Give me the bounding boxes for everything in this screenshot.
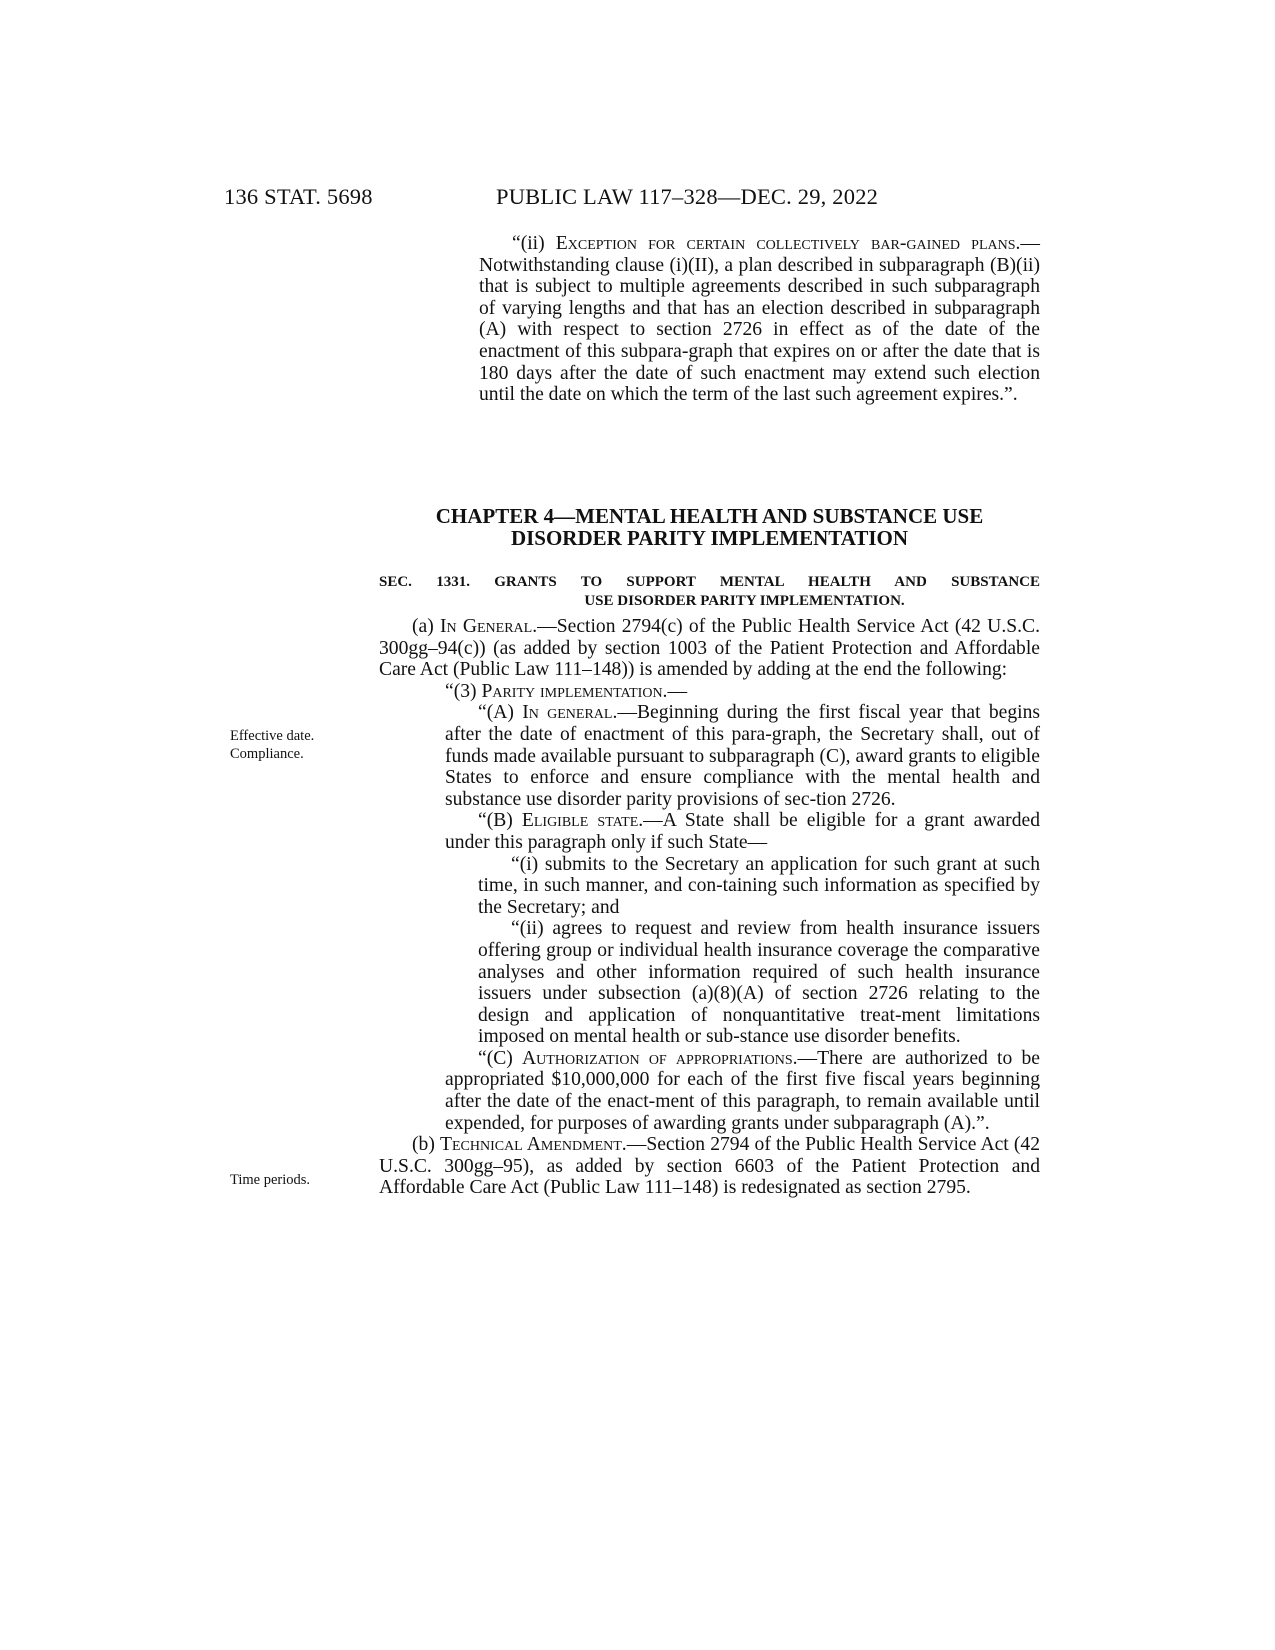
sub-a-heading: In general. (522, 702, 618, 724)
para-b-technical-amendment (379, 1134, 1040, 1199)
para-a-lead: (a) (412, 616, 440, 637)
sub-c-authorization (445, 1048, 1040, 1134)
chapter-heading-line2: DISORDER PARITY IMPLEMENTATION (510, 526, 909, 550)
margin-note-time-periods-text: Time periods. (230, 1172, 311, 1188)
margin-note-effective-date (230, 728, 314, 763)
para-b-heading: Technical Amendment. (439, 1134, 627, 1156)
running-header: PUBLIC LAW 117–328—DEC. 29, 2022 (496, 184, 879, 209)
clause-ii-heading: Exception for certain collectively bar-gained plans. (555, 233, 1021, 254)
page-stat-number: 136 STAT. 5698 (224, 184, 373, 209)
section-body (379, 616, 1040, 1199)
sub-b-text: —A State shall be eligible for a grant awarded under this paragraph only if such State— (445, 810, 1040, 853)
sub-c-lead: “(C) (478, 1047, 523, 1069)
clause-ii-exception (479, 233, 1040, 406)
para-3-lead: “(3) (445, 680, 482, 702)
sub-b-heading: Eligible state. (521, 810, 644, 832)
sub-b-eligible-state (445, 810, 1040, 853)
para-3-text: — (667, 680, 688, 702)
para-b-lead: (b) (412, 1134, 440, 1156)
clause-ii-block (379, 233, 1040, 406)
para-3-parity-implementation (412, 681, 1040, 703)
clause-ii-lead: “(ii) (512, 233, 556, 254)
para-a-text: —Section 2794(c) of the Public Health Service Act (42 U.S.C. 300gg–94(c)) (as added by section 1003 of the Patient Protection and Affordable Care Act (Public Law 111–148)) is amended by adding at the end the following: (379, 616, 1040, 681)
margin-note-compliance-text: Compliance. (230, 745, 304, 762)
para-a-heading: In General. (439, 616, 538, 637)
chapter-heading (379, 505, 1040, 549)
clause-ii-text: —Notwithstanding clause (i)(II), a plan described in subparagraph (B)(ii) that is subject to multiple agreements described in such subparagraph of varying lengths and that has an election described in subparagraph (A) with respect to section 2726 in effect as of the date of the enactment of this subpara-graph that expires on or after the date that is 180 days after the date of such enactment may extend such election until the date on which the term of the last such agreement expires.”. (479, 233, 1040, 406)
sub-a-in-general (445, 702, 1040, 810)
section-heading (379, 573, 1040, 611)
clause-b-ii: “(ii) agrees to request and review from health insurance issuers offering group or individual health insurance coverage the comparative analyses and other information required of such health insurance issuers under subsection (a)(8)(A) of section 2726 relating to the design and application of nonquantitative treat-ment limitations imposed on mental health or sub-stance use disorder benefits. (478, 918, 1040, 1048)
margin-note-effective-date-text: Effective date. (230, 728, 315, 744)
sub-a-text: —Beginning during the first fiscal year that begins after the date of enactment of this para-graph, the Secretary shall, out of funds made available pursuant to subparagraph (C), award grants to eligible States to enforce and ensure compliance with the mental health and substance use disorder parity provisions of sec-tion 2726. (445, 702, 1041, 810)
chapter-heading-line1: CHAPTER 4—MENTAL HEALTH AND SUBSTANCE USE (435, 504, 984, 528)
clause-b-i: “(i) submits to the Secretary an application for such grant at such time, in such manner, and con-taining such information as specified by the Secretary; and (478, 853, 1040, 918)
sub-a-lead: “(A) (478, 702, 523, 724)
sub-c-heading: Authorization of appropriations. (522, 1047, 798, 1069)
section-heading-line2: USE DISORDER PARITY IMPLEMENTATION. (584, 593, 905, 609)
para-b-text: —Section 2794 of the Public Health Service Act (42 U.S.C. 300gg–95), as added by section 6603 of the Patient Protection and Affordable Care Act (Public Law 111–148) is redesignated as section 2795. (379, 1134, 1040, 1199)
para-a-in-general (379, 616, 1040, 681)
sub-b-lead: “(B) (478, 810, 522, 832)
para-3-heading: Parity implementation. (481, 680, 668, 702)
margin-note-time-periods (230, 1172, 310, 1190)
sub-c-text: —There are authorized to be appropriated $10,000,000 for each of the first five fiscal years beginning after the date of the enact-ment of this paragraph, to remain available until expended, for purposes of awarding grants under subparagraph (A).”. (445, 1047, 1040, 1134)
section-heading-line1: SEC. 1331. GRANTS TO SUPPORT MENTAL HEALTH AND SUBSTANCE (379, 574, 1040, 590)
